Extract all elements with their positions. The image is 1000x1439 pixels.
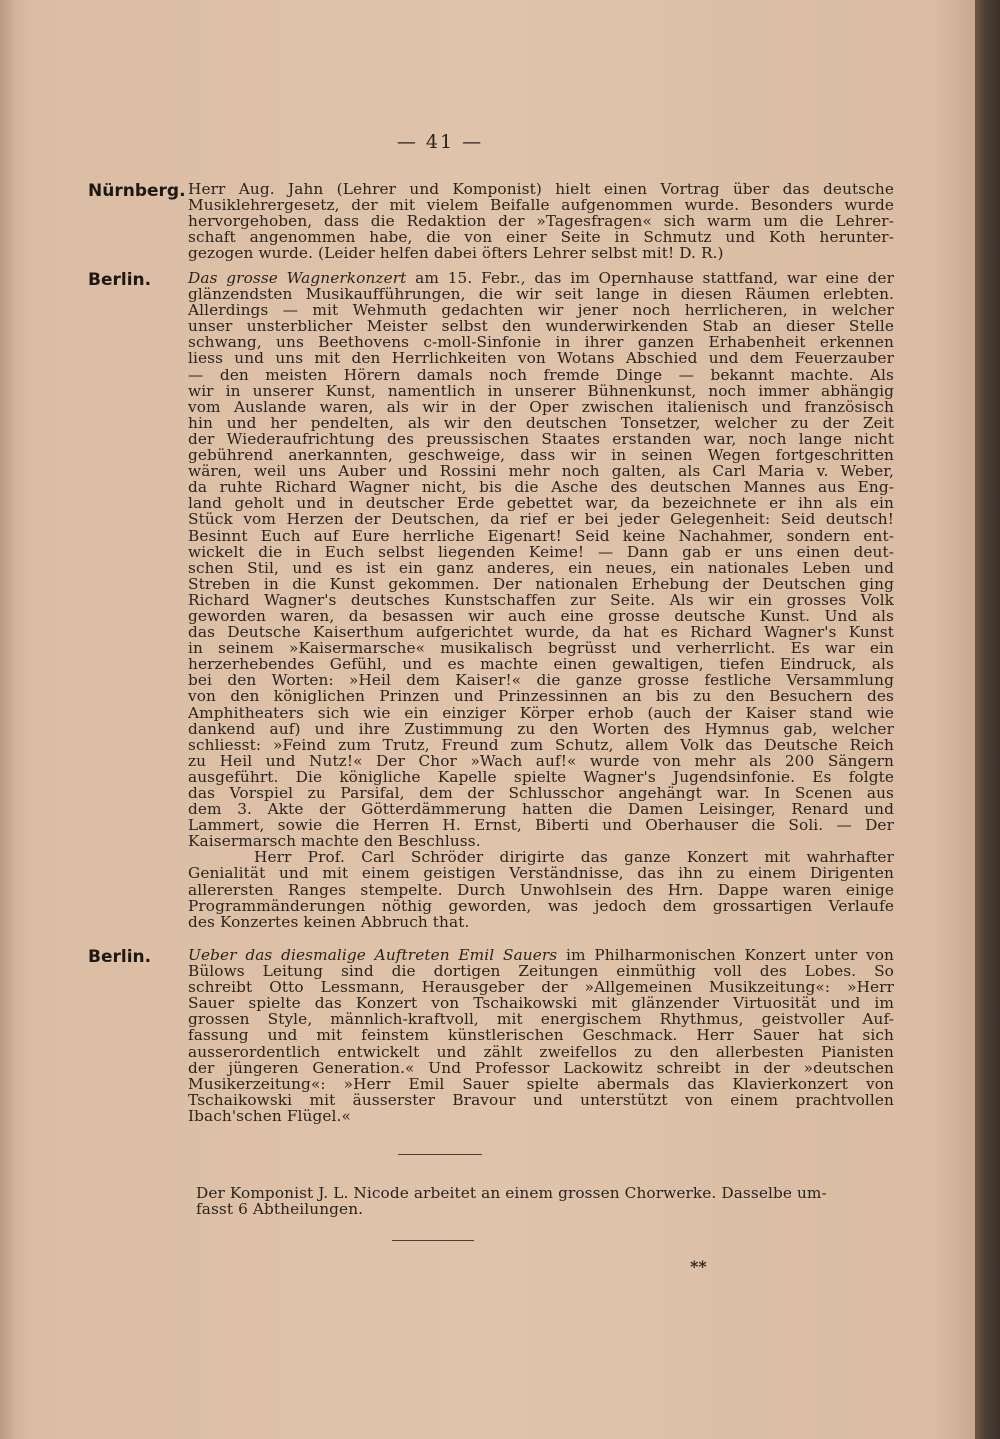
text-line: des Konzertes keinen Abbruch that. (188, 912, 470, 931)
text-line: Tschaikowski mit äusserster Bravour und unterstützt von einem prachtvollen (188, 1090, 894, 1109)
text-line: ausgeführt. Die königliche Kapelle spielte Wagner's Jugendsinfonie. Es folgte (188, 767, 894, 786)
text-line: geworden waren, da besassen wir auch eine grosse deutsche Kunst. Und als (188, 606, 894, 625)
text-line: das Vorspiel zu Parsifal, dem der Schlusschor angehängt war. In Scenen aus (188, 784, 894, 802)
book-binding-edge (975, 0, 1000, 1439)
text-line: bei den Worten: »Heil dem Kaiser!« die ganze grosse festliche Versammlung (188, 671, 894, 690)
text-line: schreibt Otto Lessmann, Herausgeber der »Allgemeinen Musikzeitung«: »Herr (188, 978, 894, 997)
place-heading: Nürnberg. (88, 181, 186, 201)
text-line: da ruhte Richard Wagner nicht, bis die Asche des deutschen Mannes aus Eng- (188, 478, 894, 497)
text-line: schaft angenommen habe, die von einer Seite in Schmutz und Koth herunter- (188, 228, 894, 247)
italic-lead: Ueber das diesmalige Auftreten Emil Sauers (188, 946, 558, 964)
text-line: Bülows Leitung sind die dortigen Zeitungen einmüthig voll des Lobes. So (188, 962, 894, 981)
place-heading: Berlin. (88, 947, 152, 967)
text-line: Stück vom Herzen der Deutschen, da rief er bei jeder Gelegenheit: Seid deutsch! (188, 510, 894, 529)
text-line: wir in unserer Kunst, namentlich in unserer Bühnenkunst, noch immer abhängig (188, 381, 894, 400)
section-divider (392, 1240, 474, 1241)
text-line: grossen Style, männlich-kraftvoll, mit energischem Rhythmus, geistvoller Auf- (188, 1010, 894, 1029)
line-rest: im Philharmonischen Konzert unter von (566, 946, 894, 964)
text-line: allerersten Ranges stempelte. Durch Unwohlsein des Hrn. Dappe waren einige (188, 880, 894, 899)
news-note-nicode (196, 1184, 827, 1219)
text-line: Der Komponist J. L. Nicode arbeitet an einem grossen Chorwerke. Dasselbe um- (196, 1184, 827, 1202)
text-line: der Wiederaufrichtung des preussischen Staates erstanden war, noch lange nicht (188, 429, 894, 448)
text-line: Streben in die Kunst gekommen. Der nationalen Erhebung der Deutschen ging (188, 574, 894, 593)
text-line: Musikerzeitung«: »Herr Emil Sauer spielte abermals das Klavierkonzert von (188, 1074, 894, 1093)
text-line: Genialität und mit einem geistigen Verständnisse, das ihn zu einem Dirigenten (188, 864, 894, 883)
text-line: das Deutsche Kaiserthum aufgerichtet wurde, da hat es Richard Wagner's Kunst (188, 623, 894, 642)
text-line: Musiklehrergesetz, der mit vielem Beifalle aufgenommen wurde. Besonders wurde (188, 196, 894, 215)
page-number: — 41 — (396, 131, 484, 153)
place-heading: Berlin. (88, 270, 152, 290)
text-line: wickelt die in Euch selbst liegenden Keime! — Dann gab er uns einen deut- (188, 542, 894, 561)
page-gutter (0, 0, 14, 1439)
entry-text (188, 270, 894, 930)
text-line: dem 3. Akte der Götterdämmerung hatten die Damen Leisinger, Renard und (188, 800, 894, 819)
text-line: zu Heil und Nutz!« Der Chor »Wach auf!« wurde von mehr als 200 Sängern (188, 751, 894, 770)
entry-text (188, 181, 894, 261)
text-line: gebührend anerkannten, geschweige, dass wir in seinen Wegen fortgeschritten (188, 446, 894, 465)
text-line: Besinnt Euch auf Eure herrliche Eigenart! Seid keine Nachahmer, sondern ent- (188, 526, 894, 545)
text-line: Ibach'schen Flügel.« (188, 1106, 351, 1125)
text-line: glänzendsten Musikaufführungen, die wir seit lange in diesen Räumen erlebten. (188, 285, 894, 304)
text-line: von den königlichen Prinzen und Prinzessinnen an bis zu den Besuchern des (188, 687, 894, 706)
text-line: Richard Wagner's deutsches Kunstschaffen zur Seite. Als wir ein grosses Volk (188, 590, 894, 609)
text-line: — den meisten Hörern damals noch fremde Dinge — bekannt machte. Als (188, 365, 894, 384)
text-line: Allerdings — mit Wehmuth gedachten wir jener noch herrlicheren, in welcher (188, 301, 894, 320)
text-line: wären, weil uns Auber und Rossini mehr noch galten, als Carl Maria v. Weber, (188, 462, 894, 481)
asterisks-mark: ** (690, 1257, 707, 1276)
text-line: land geholt und in deutscher Erde gebettet war, da bezeichnete er ihn als ein (188, 494, 894, 513)
text-line: in seinem »Kaisermarsche« musikalisch begrüsst und verherrlicht. Es war ein (188, 639, 894, 658)
text-line: Lammert, sowie die Herren H. Ernst, Biberti und Oberhauser die Soli. — Der (188, 816, 894, 835)
text-line: ausserordentlich entwickelt und zählt zweifellos zu den allerbesten Pianisten (188, 1042, 894, 1061)
text-line: Kaisermarsch machte den Beschluss. (188, 832, 481, 851)
text-line: Amphitheaters sich wie ein einziger Körper erhob (auch der Kaiser stand wie (188, 703, 894, 722)
text-line: gezogen wurde. (Leider helfen dabei öfters Lehrer selbst mit! D. R.) (188, 244, 724, 263)
text-line: hervorgehoben, dass die Redaktion der »Tagesfragen« sich warm um die Lehrer- (188, 212, 894, 231)
text-line (188, 270, 894, 286)
text-line: fassung und mit feinstem künstlerischen Geschmack. Herr Sauer hat sich (188, 1026, 894, 1045)
text-line: Herr Aug. Jahn (Lehrer und Komponist) hielt einen Vortrag über das deutsche (188, 180, 894, 198)
text-line: liess und uns mit den Herrlichkeiten von Wotans Abschied und dem Feuerzauber (188, 349, 894, 368)
text-line: fasst 6 Abtheilungen. (196, 1200, 364, 1219)
entry-text (188, 947, 894, 1124)
text-line: dankend auf) und ihre Zustimmung zu den Worten des Hymnus gab, welcher (188, 719, 894, 738)
italic-lead: Das grosse Wagnerkonzert (188, 269, 407, 287)
text-line: der jüngeren Generation.« Und Professor Lackowitz schreibt in der »deutschen (188, 1058, 894, 1077)
text-line: schliesst: »Feind zum Trutz, Freund zum Schutz, allem Volk das Deutsche Reich (188, 735, 894, 754)
line-rest: am 15. Febr., das im Opernhause stattfand, war eine der (415, 269, 894, 287)
text-line: hin und her pendelten, als wir den deutschen Tonsetzer, welcher zu der Zeit (188, 413, 894, 432)
text-line (188, 947, 894, 963)
text-line: Herr Prof. Carl Schröder dirigirte das ganze Konzert mit wahrhafter (254, 848, 894, 867)
text-line: Sauer spielte das Konzert von Tschaikowski mit glänzender Virtuosität und im (188, 994, 894, 1013)
text-line: schwang, uns Beethovens c-moll-Sinfonie in ihrer ganzen Erhabenheit erkennen (188, 333, 894, 352)
text-line: Programmänderungen nöthig geworden, was jedoch dem grossartigen Verlaufe (188, 896, 894, 915)
text-line: vom Auslande waren, als wir in der Oper zwischen italienisch und französisch (188, 397, 894, 416)
text-line: unser unsterblicher Meister selbst den wunderwirkenden Stab an dieser Stelle (188, 317, 894, 336)
text-line: schen Stil, und es ist ein ganz anderes, ein neues, ein nationales Leben und (188, 558, 894, 577)
section-divider (398, 1154, 482, 1155)
text-line: herzerhebendes Gefühl, und es machte einen gewaltigen, tiefen Eindruck, als (188, 655, 894, 674)
